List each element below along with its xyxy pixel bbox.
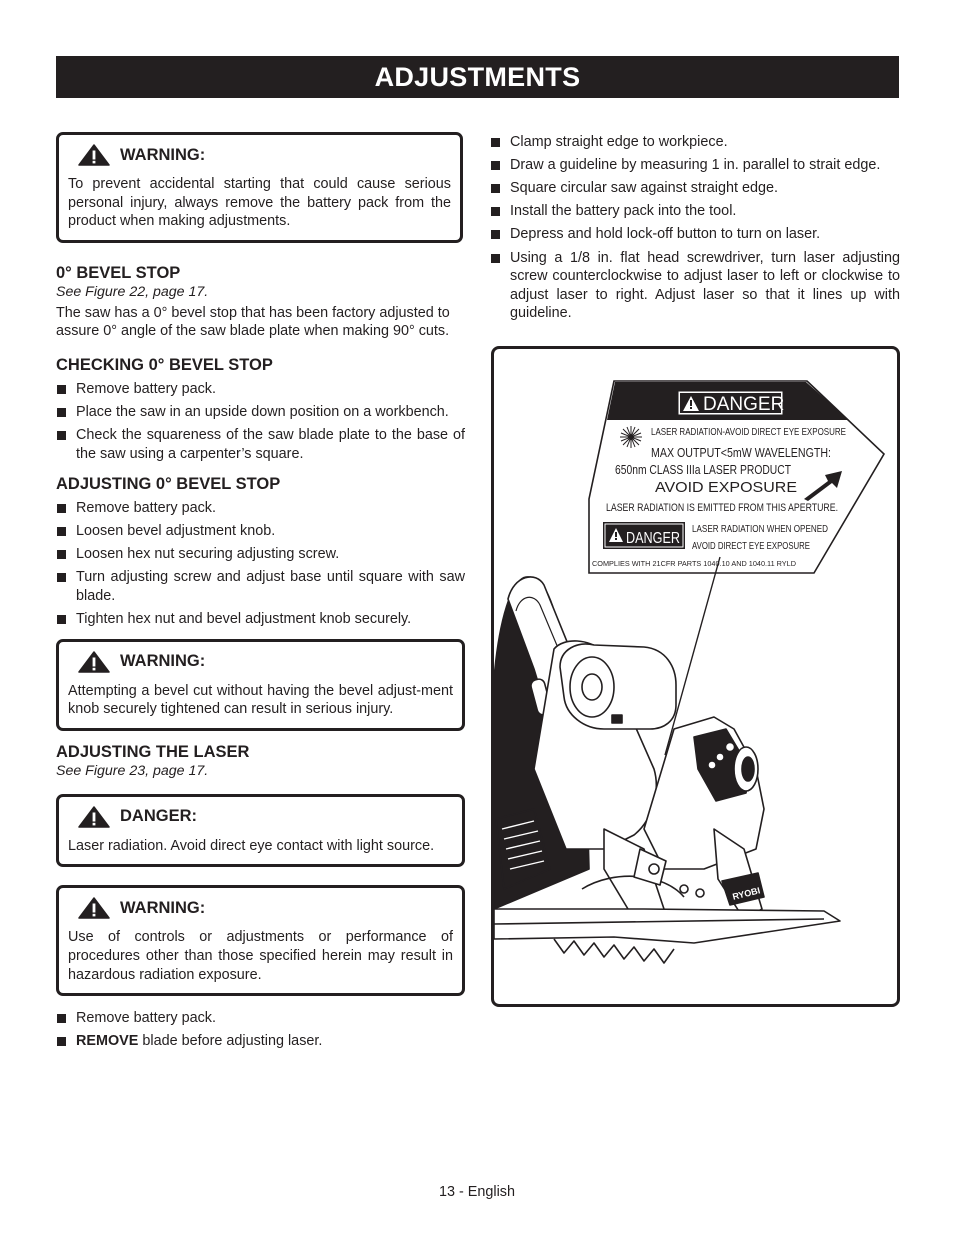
bullet-square-icon xyxy=(57,550,66,559)
bullet-square-icon xyxy=(57,615,66,624)
danger-label: DANGER: xyxy=(120,807,197,826)
danger-triangle-icon xyxy=(78,806,110,828)
danger-badge-small-text: DANGER xyxy=(626,530,680,547)
danger-badge-text: DANGER xyxy=(703,394,785,415)
label-line: AVOID EXPOSURE xyxy=(655,479,797,496)
list-item: Loosen bevel adjustment knob. xyxy=(56,522,465,541)
warning-box xyxy=(56,639,465,731)
laser-steps-list-left xyxy=(56,1009,465,1051)
bullet-square-icon xyxy=(57,1037,66,1046)
list-item: Remove battery pack. xyxy=(56,380,465,399)
warning-triangle-icon xyxy=(78,897,110,919)
bullet-square-icon xyxy=(491,254,500,263)
laser-label-figure xyxy=(491,346,900,1007)
bullet-square-icon xyxy=(57,431,66,440)
bullet-square-icon xyxy=(57,1014,66,1023)
list-item: Install the battery pack into the tool. xyxy=(490,202,900,221)
label-line: LASER RADIATION IS EMITTED FROM THIS APERTURE. xyxy=(606,502,838,514)
bullet-square-icon xyxy=(491,161,500,170)
bullet-square-icon xyxy=(491,230,500,239)
bullet-square-icon xyxy=(57,408,66,417)
warning-text: To prevent accidental starting that could cause serious personal injury, always remove the battery pack from the product when making adjustments. xyxy=(68,176,451,230)
list-item: REMOVE blade before adjusting laser. xyxy=(56,1032,465,1051)
brand-logo: RYOBI xyxy=(731,885,762,902)
section-heading-adjusting: ADJUSTING 0° BEVEL STOP xyxy=(56,475,281,494)
section-heading-laser: ADJUSTING THE LASER xyxy=(56,742,250,761)
bullet-square-icon xyxy=(57,504,66,513)
warning-box xyxy=(56,885,465,996)
label-line: 650nm CLASS IIIa LASER PRODUCT xyxy=(615,463,792,477)
warning-label: WARNING: xyxy=(120,898,206,917)
list-item: Loosen hex nut securing adjusting screw. xyxy=(56,545,465,564)
section-heading-bevel-stop: 0° BEVEL STOP xyxy=(56,263,181,282)
warning-triangle-icon xyxy=(78,144,110,166)
list-item: Square circular saw against straight edge. xyxy=(490,179,900,198)
label-line: LASER RADIATION-AVOID DIRECT EYE EXPOSURE xyxy=(651,426,846,438)
list-item: Place the saw in an upside down position on a workbench. xyxy=(56,403,465,422)
bevel-stop-description: The saw has a 0° bevel stop that has been factory adjusted to assure 0° angle of the saw blade plate when making 90° cuts. xyxy=(56,304,450,340)
figure-reference: See Figure 22, page 17. xyxy=(56,283,209,300)
list-item: Depress and hold lock-off button to turn on laser. xyxy=(490,225,900,244)
label-line: COMPLIES WITH 21CFR PARTS 1040.10 AND 1040.11 RYLD xyxy=(592,559,797,568)
bullet-square-icon xyxy=(491,184,500,193)
label-line: AVOID DIRECT EYE EXPOSURE xyxy=(692,541,811,552)
bullet-square-icon xyxy=(57,385,66,394)
laser-starburst-icon xyxy=(620,426,642,448)
danger-box xyxy=(56,794,465,868)
page-header xyxy=(56,56,899,98)
bullet-square-icon xyxy=(491,138,500,147)
danger-text: Laser radiation. Avoid direct eye contact with light source. xyxy=(68,837,435,854)
left-column xyxy=(56,132,465,1051)
adjusting-steps-list xyxy=(56,499,465,629)
label-line: LASER RADIATION WHEN OPENED xyxy=(692,524,828,535)
warning-label: WARNING: xyxy=(120,652,206,671)
section-heading-checking: CHECKING 0° BEVEL STOP xyxy=(56,355,273,374)
circular-saw-illustration xyxy=(494,349,900,1007)
warning-text: Use of controls or adjustments or performance of procedures other than those specified herein may result in hazardous radiation exposure. xyxy=(68,929,453,983)
list-item: Draw a guideline by measuring 1 in. parallel to strait edge. xyxy=(490,156,900,175)
list-item: Turn adjusting screw and adjust base until square with saw blade. xyxy=(56,568,465,605)
bullet-square-icon xyxy=(491,207,500,216)
list-item: Clamp straight edge to workpiece. xyxy=(490,133,900,152)
warning-triangle-icon xyxy=(78,651,110,673)
list-item: Using a 1/8 in. flat head screwdriver, turn laser adjusting screw counterclockwise to adjust laser to left or clockwise to adjust laser to right. Adjust laser so that it lines up with guideline. xyxy=(490,249,900,323)
list-item: Tighten hex nut and bevel adjustment knob securely. xyxy=(56,610,465,629)
bullet-square-icon xyxy=(57,527,66,536)
bullet-square-icon xyxy=(57,573,66,582)
list-item: Remove battery pack. xyxy=(56,499,465,518)
warning-text: Attempting a bevel cut without having the bevel adjust-ment knob securely tightened can result in serious injury. xyxy=(68,682,453,718)
page-footer: 13 - English xyxy=(439,1184,515,1200)
checking-steps-list xyxy=(56,380,465,464)
laser-steps-list-right xyxy=(490,133,900,323)
right-column xyxy=(490,132,900,323)
warning-box xyxy=(56,132,463,243)
list-item: Remove battery pack. xyxy=(56,1009,465,1028)
saw-body xyxy=(494,577,840,963)
figure-reference: See Figure 23, page 17. xyxy=(56,762,209,779)
label-line: MAX OUTPUT<5mW WAVELENGTH: xyxy=(651,446,831,460)
page-title: ADJUSTMENTS xyxy=(374,61,581,92)
warning-label: WARNING: xyxy=(120,145,206,164)
list-item: Check the squareness of the saw blade plate to the base of the saw using a carpenter’s square. xyxy=(56,426,465,463)
